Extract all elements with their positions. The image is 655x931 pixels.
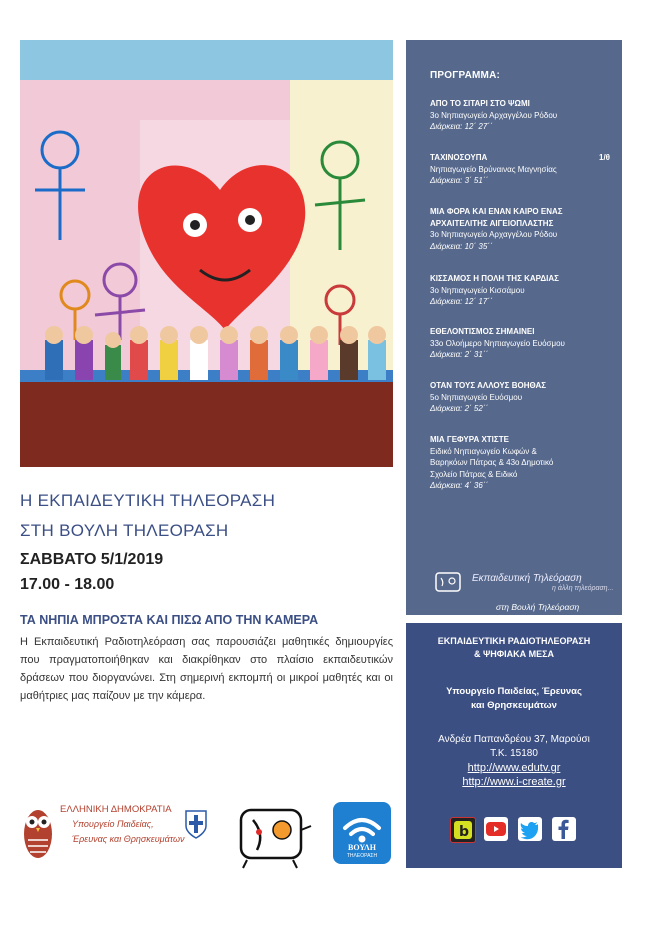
program-item-school: Ειδικό Νηπιαγωγείο Κωφών & [430,446,537,456]
program-item [430,380,610,415]
program-item [430,273,610,308]
social-icons [450,817,580,843]
program-item-school-line2: Βαρηκόων Πάτρας & 43ο Δημοτικό [430,458,554,467]
main-title-line-2: ΣΤΗ ΒΟΥΛΗ ΤΗΛΕΟΡΑΣΗ [20,521,229,540]
program-item-title: ΜΙΑ ΓΕΦΥΡΑ ΧΤΙΣΤΕ [430,435,509,444]
episode-subtitle: ΤΑ ΝΗΠΙΑ ΜΠΡΟΣΤΑ ΚΑΙ ΠΙΣΩ ΑΠΟ ΤΗΝ ΚΑΜΕΡΑ [20,613,319,627]
program-panel [406,40,622,615]
edutv-face-logo-icon [235,800,315,870]
wifi-icon [333,806,391,846]
main-title-line-1: Η ΕΚΠΑΙΔΕΥΤΙΚΗ ΤΗΛΕΟΡΑΣΗ [20,491,276,510]
program-item-duration: Διάρκεια: 10΄ 35΄΄ [430,241,493,251]
organization-name [406,635,622,661]
edutv-tv-icon [434,570,464,594]
twitter-icon[interactable] [518,817,542,841]
program-item [430,152,610,187]
footer-ministry-line-1: Υπουργείο Παιδείας, [72,819,154,829]
program-item-title: ΕΘΕΛΟΝΤΙΣΜΟΣ ΣΗΜΑΙΝΕΙ [430,327,535,336]
broadcast-time: 17.00 - 18.00 [20,576,115,593]
edutv-name: Εκπαιδευτική Τηλεόραση [472,573,582,584]
vouli-tv-logo [333,802,391,864]
postcode: Τ.Κ. 15180 [490,748,538,759]
program-item-duration: Διάρκεια: 2΄ 52΄΄ [430,404,489,413]
ministry-line-1: Υπουργείο Παιδείας, Έρευνας [446,686,582,697]
program-item [430,206,610,252]
program-item-school: 3ο Νηπιαγωγείο Κισσάμου [430,285,525,295]
program-item-title-suffix: 1/θ [599,153,610,162]
vouli-label: ΒΟΥΛΗ [347,843,376,852]
program-item [430,98,610,133]
program-item-school: 5ο Νηπιαγωγείο Ευόσμου [430,392,523,402]
program-item-school: Νηπιαγωγείο Βρύναινας Μαγνησίας [430,164,557,174]
program-item-duration: Διάρκεια: 3΄ 51΄΄ [430,176,489,185]
greek-coat-of-arms-icon [183,808,209,840]
program-item-title: ΜΙΑ ΦΟΡΑ ΚΑΙ ΕΝΑΝ ΚΑΙΡΟ ΕΝΑΣ [430,207,563,216]
cover-photo [20,40,393,467]
program-item-title: ΑΠΟ ΤΟ ΣΙΤΑΡΙ ΣΤΟ ΨΩΜΙ [430,99,530,108]
program-item-school: 3ο Νηπιαγωγείο Αρχαγγέλου Ρόδου [430,110,558,120]
episode-description: Η Εκπαιδευτική Ραδιοτηλεόραση σας παρουσιάζει μαθητικές δημιουργίες που πραγματοποιήθηκαν και διακρίθηκαν στο πλαίσιο εκπαιδευτικών δράσεων που διοργανώνει. Στη σημερινή εκπομπή οι μικροί μαθητές και οι μαθήτριες μας παίζουν με την κάμερα. [20,636,393,702]
facebook-icon[interactable] [552,817,576,841]
vouli-line: στη Βουλή Τηλεόραση [496,602,580,612]
vouli-sublabel: ΤΗΛΕΟΡΑΣΗ [346,853,378,859]
youtube-icon[interactable] [484,817,508,841]
program-item-school: 3ο Νηπιαγωγείο Αρχαγγέλου Ρόδου [430,230,558,239]
edutv-link[interactable]: http://www.edutv.gr [467,762,561,774]
program-item-duration: Διάρκεια: 4΄ 36΄΄ [430,481,489,490]
children-drawings-illustration [20,40,393,467]
program-item-duration: Διάρκεια: 12΄ 17΄΄ [430,297,493,306]
program-item [430,434,610,492]
edutv-logo [434,570,614,590]
program-item-title: ΟΤΑΝ ΤΟΥΣ ΑΛΛΟΥΣ ΒΟΗΘΑΣ [430,381,547,390]
ministry-name [406,685,622,713]
program-item-duration: Διάρκεια: 12΄ 27΄΄ [430,122,493,131]
footer-ministry-line-2: Έρευνας και Θρησκευμάτων [72,834,185,844]
ministry-line-2: και Θρησκευμάτων [471,700,557,711]
address-block [406,733,622,789]
footer-logos [20,800,395,870]
program-heading: ΠΡΟΓΡΑΜΜΑ: [430,70,501,81]
program-item-title-line2: ΑΡΧΑΙΤΕΛΙΤΗΣ ΑΙΓΕΙΟΠΛΑΣΤΗΣ [430,218,554,228]
broadcast-date: ΣΑΒΒΑΤΟ 5/1/2019 [20,551,164,568]
edutv-tagline: η άλλη τηλεόραση... [552,585,614,592]
svg-text:b: b [459,824,470,840]
program-item-title: ΤΑΧΙΝΟΣΟΥΠΑ [430,153,488,162]
program-item-school-line3: Σχολείο Πάτρας & Ειδικό [430,469,518,479]
org-line-2: & ΨΗΦΙΑΚΑ ΜΕΣΑ [473,649,555,659]
program-item [430,326,610,361]
program-item-title: ΚΙΣΣΑΜΟΣ Η ΠΟΛΗ ΤΗΣ ΚΑΡΔΙΑΣ [430,274,559,283]
org-line-1: ΕΚΠΑΙΔΕΥΤΙΚΗ ΡΑΔΙΟΤΗΛΕΟΡΑΣΗ [437,636,591,646]
owl-logo-icon [20,800,56,862]
contact-panel [406,623,622,868]
republic-label: ΕΛΛΗΝΙΚΗ ΔΗΜΟΚΡΑΤΙΑ [60,804,172,815]
address: Ανδρέα Παπανδρέου 37, Μαρούσι [438,734,590,745]
program-item-school: 33ο Ολοήμερο Νηπιαγωγείο Ευόσμου [430,338,565,348]
icreate-link[interactable]: http://www.i-create.gr [462,776,566,788]
blogger-icon[interactable] [450,817,476,843]
program-item-duration: Διάρκεια: 2΄ 31΄΄ [430,350,489,359]
